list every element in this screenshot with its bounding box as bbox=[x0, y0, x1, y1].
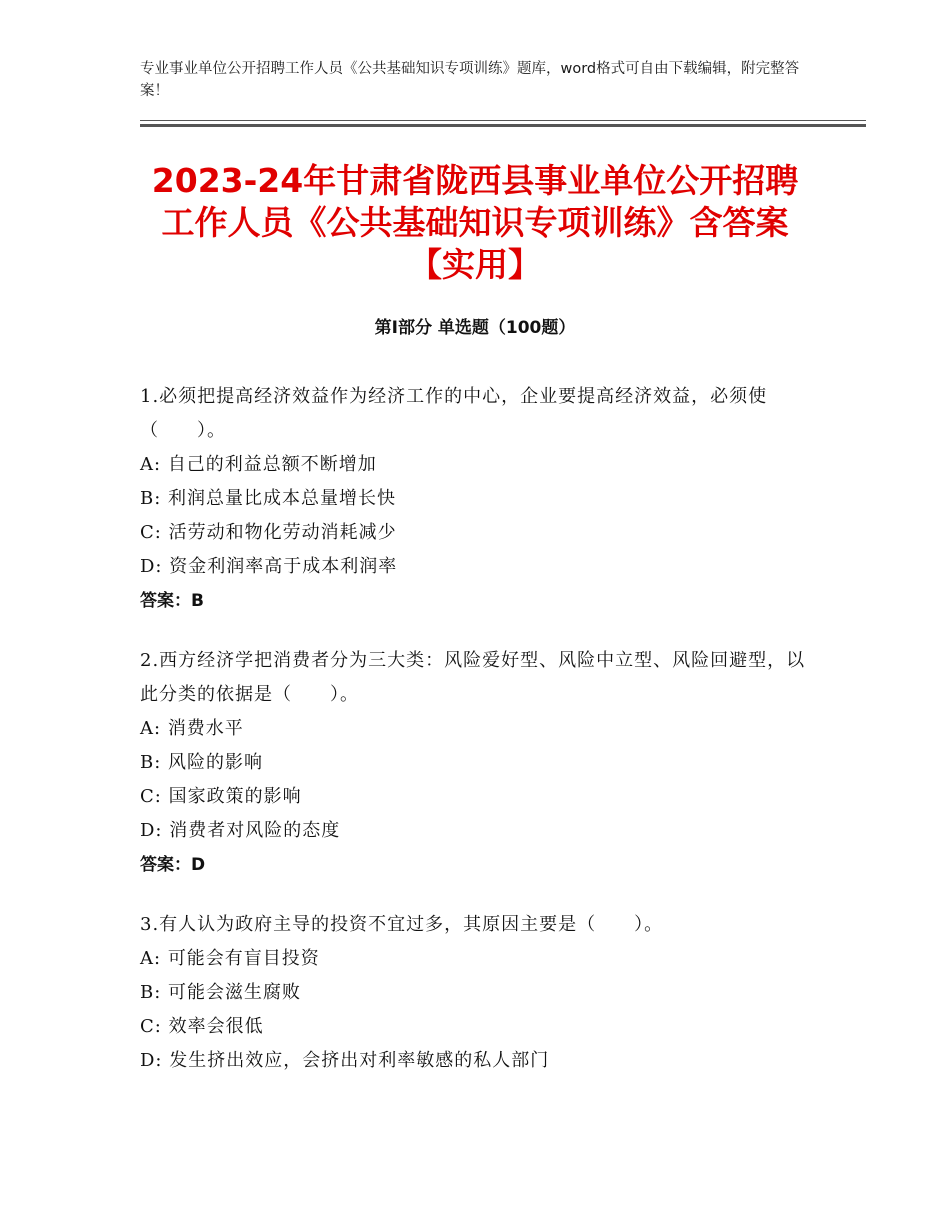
option-letter: C: bbox=[140, 522, 162, 543]
option-text: 活劳动和物化劳动消耗减少 bbox=[168, 522, 397, 543]
question-stem: 3.有人认为政府主导的投资不宜过多，其原因主要是（ ）。 bbox=[140, 914, 664, 935]
title-line-2: 工作人员《公共基础知识专项训练》含答案 bbox=[161, 203, 789, 242]
option-text: 发生挤出效应，会挤出对利率敏感的私人部门 bbox=[169, 1050, 550, 1071]
title-line-1: 2023-24年甘肃省陇西县事业单位公开招聘 bbox=[151, 161, 799, 200]
answer-line: 答案：D bbox=[140, 855, 206, 875]
option-d bbox=[140, 1044, 820, 1078]
option-text: 可能会有盲目投资 bbox=[167, 948, 320, 969]
option-letter: C: bbox=[140, 1016, 162, 1037]
option-text: 国家政策的影响 bbox=[168, 786, 302, 807]
option-b bbox=[140, 746, 820, 780]
option-letter: A: bbox=[140, 718, 162, 739]
option-text: 资金利润率高于成本利润率 bbox=[169, 556, 398, 577]
title-line-3: 【实用】 bbox=[409, 245, 541, 284]
question-3 bbox=[140, 908, 820, 1078]
option-a bbox=[140, 448, 820, 482]
option-letter: B: bbox=[140, 488, 162, 509]
option-letter: D: bbox=[140, 1050, 163, 1071]
option-a bbox=[140, 942, 820, 976]
option-b bbox=[140, 482, 820, 516]
header-divider-thin bbox=[140, 120, 866, 121]
section-heading: 第Ⅰ部分 单选题（100题） bbox=[374, 318, 576, 338]
option-letter: A: bbox=[140, 948, 162, 969]
option-text: 风险的影响 bbox=[168, 752, 264, 773]
option-d bbox=[140, 550, 820, 584]
option-c bbox=[140, 1010, 820, 1044]
header-divider-thick bbox=[140, 124, 866, 127]
option-a bbox=[140, 712, 820, 746]
option-c bbox=[140, 780, 820, 814]
option-text: 消费者对风险的态度 bbox=[169, 820, 341, 841]
option-text: 利润总量比成本总量增长快 bbox=[168, 488, 397, 509]
option-letter: B: bbox=[140, 982, 162, 1003]
answer-line: 答案：B bbox=[140, 591, 204, 611]
option-letter: A: bbox=[140, 454, 162, 475]
option-c bbox=[140, 516, 820, 550]
header-note: 专业事业单位公开招聘工作人员《公共基础知识专项训练》题库，word格式可自由下载编辑，附完整答案！ bbox=[140, 61, 800, 99]
option-text: 效率会很低 bbox=[168, 1016, 264, 1037]
question-1 bbox=[140, 380, 820, 618]
option-letter: C: bbox=[140, 786, 162, 807]
question-list bbox=[140, 380, 820, 1104]
option-letter: B: bbox=[140, 752, 162, 773]
option-b bbox=[140, 976, 820, 1010]
option-d bbox=[140, 814, 820, 848]
option-text: 消费水平 bbox=[167, 718, 244, 739]
option-letter: D: bbox=[140, 820, 163, 841]
question-2 bbox=[140, 644, 820, 882]
option-letter: D: bbox=[140, 556, 163, 577]
document-title bbox=[100, 160, 850, 286]
option-text: 自己的利益总额不断增加 bbox=[167, 454, 377, 475]
option-text: 可能会滋生腐败 bbox=[168, 982, 302, 1003]
question-stem: 1.必须把提高经济效益作为经济工作的中心，企业要提高经济效益，必须使（ ）。 bbox=[140, 386, 768, 441]
question-stem: 2.西方经济学把消费者分为三大类：风险爱好型、风险中立型、风险回避型，以此分类的依据是（ ）。 bbox=[140, 650, 806, 705]
